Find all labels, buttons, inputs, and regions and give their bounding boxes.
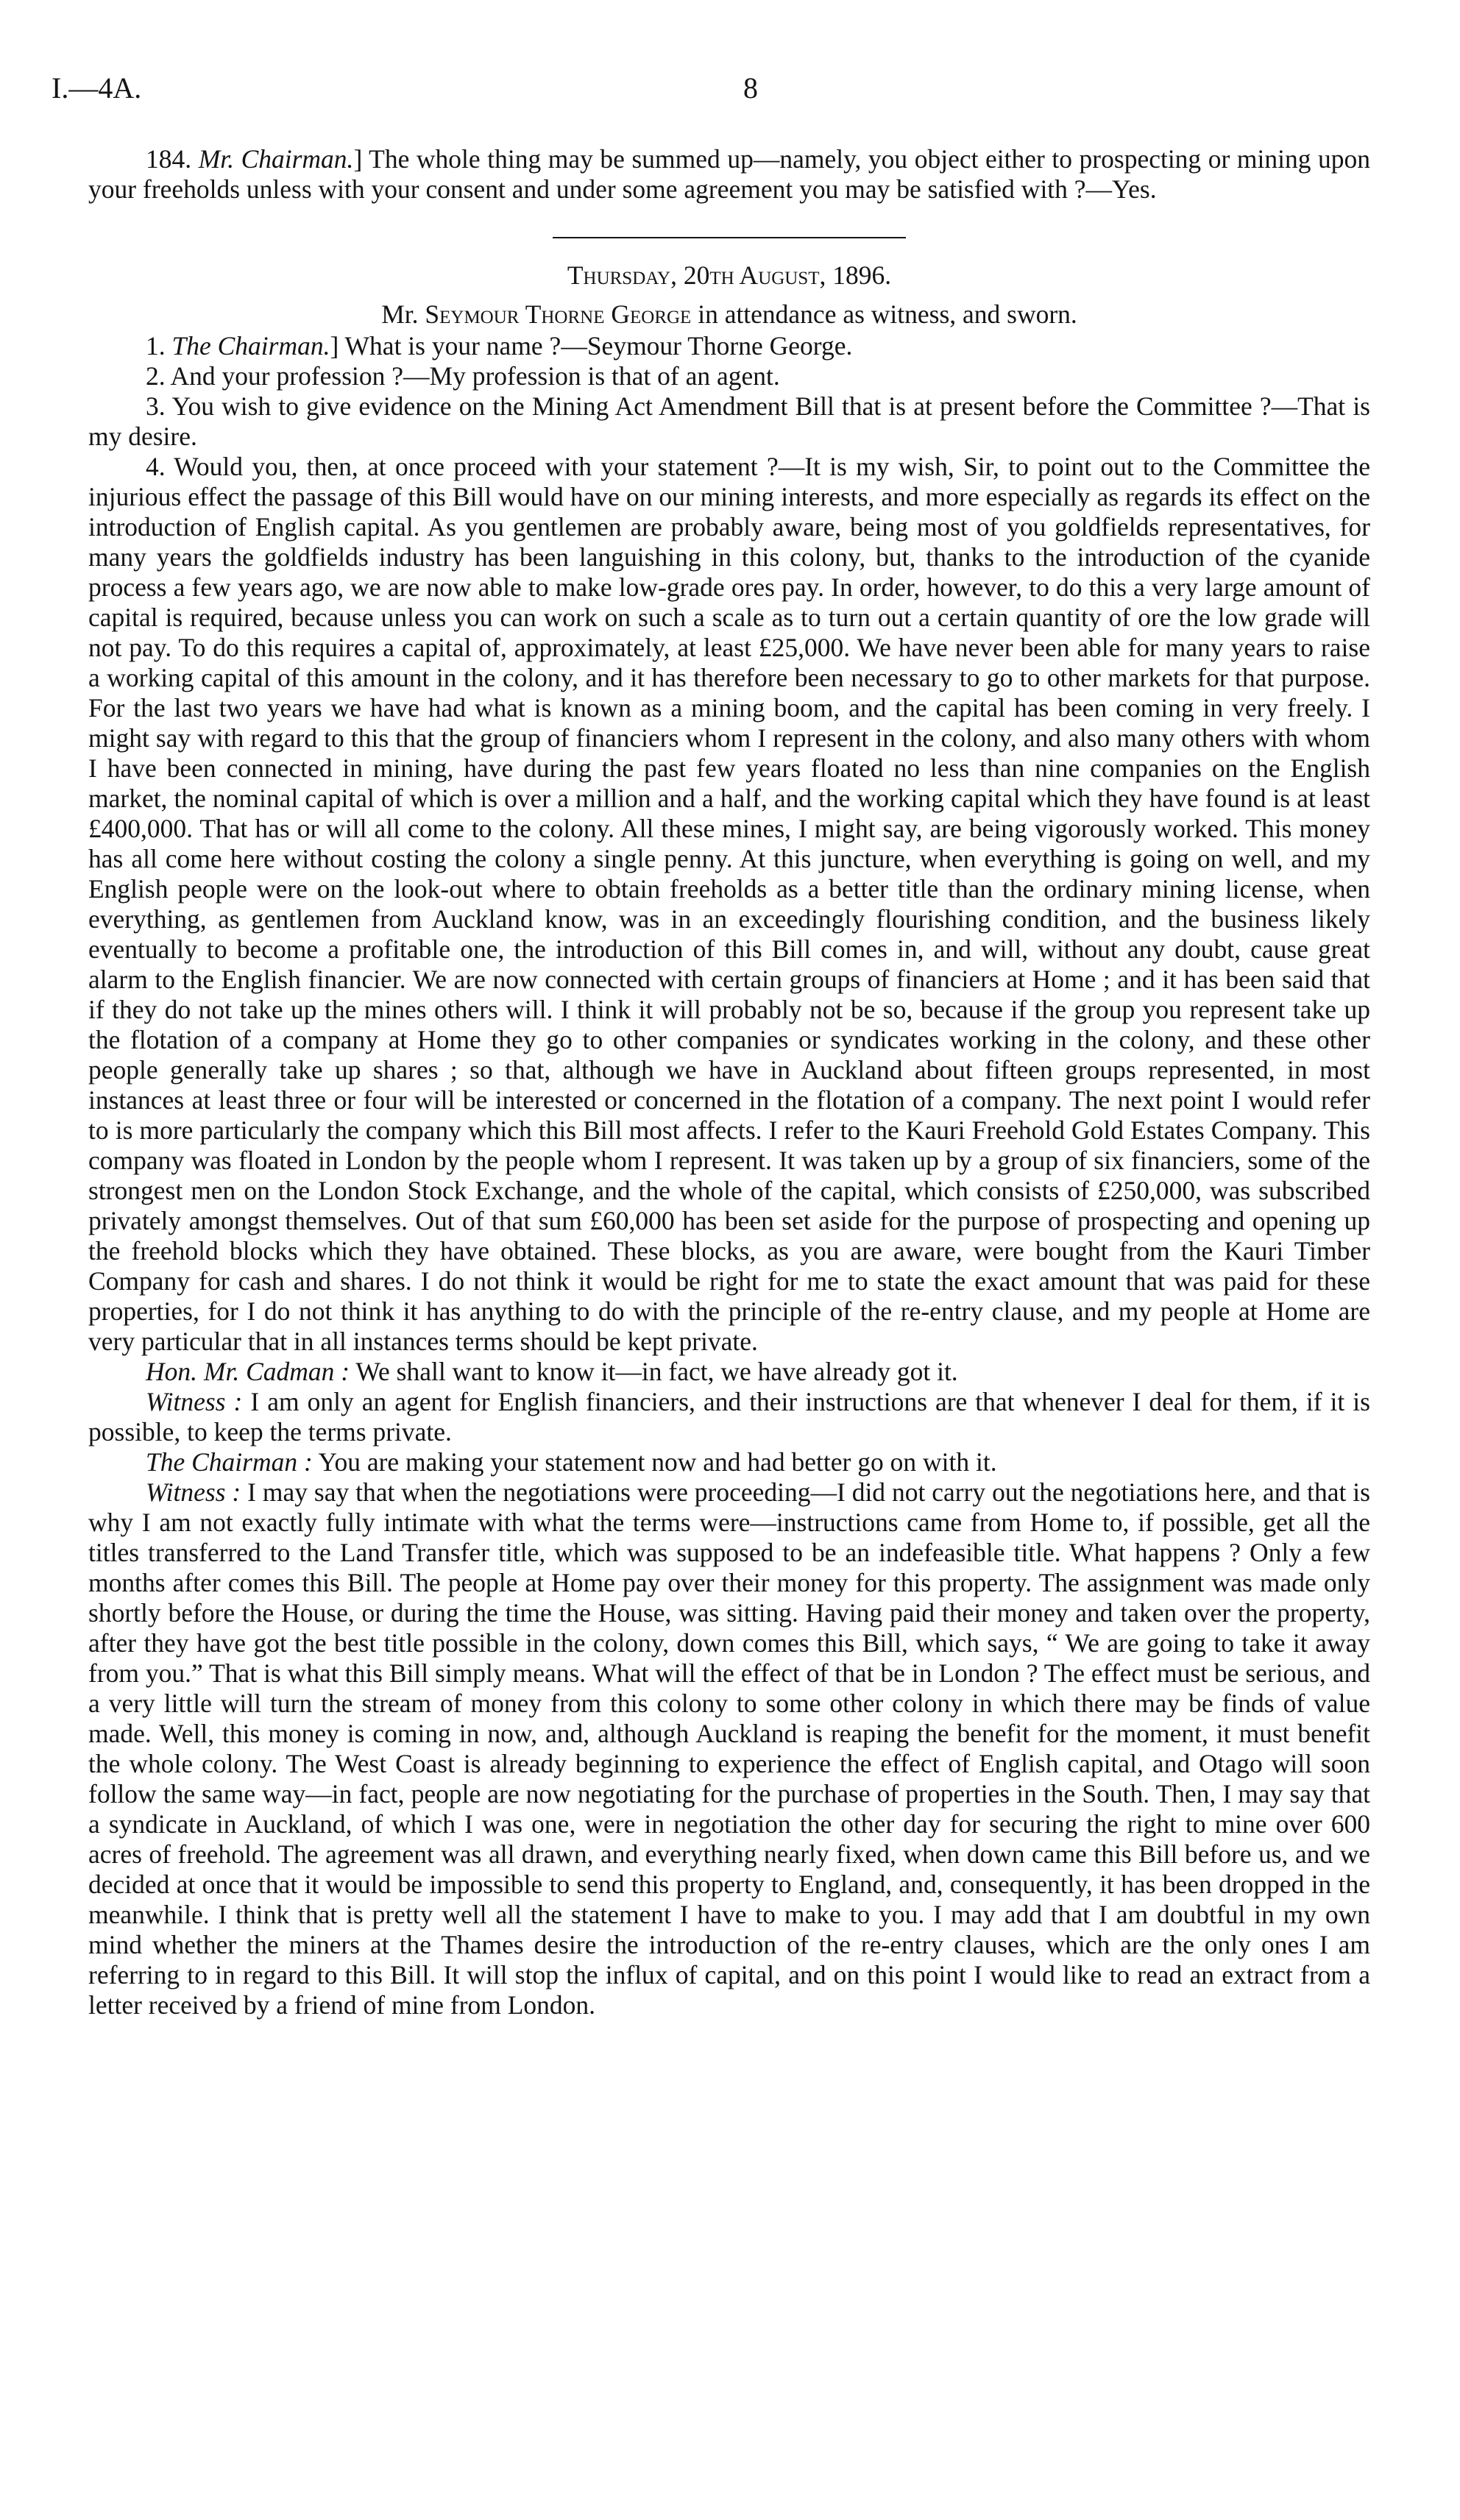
speaker-name: The Chairman. [171,331,330,361]
witness-reply-2 [88,1477,1370,2020]
remark-text: You are making your statement now and had better go on with it. [312,1447,997,1477]
witness-attendance [88,299,1370,330]
question-number: 184. [146,144,192,174]
speaker-name: The Chairman : [146,1447,313,1477]
page-header [52,71,1361,115]
speaker-name: Mr. Chairman. [198,144,354,174]
reply-text: I may say that when the negotiations were proceeding—I did not carry out the negotiations here, and that is why I am not exactly fully intimate with what the terms were—instructions came from Home to, if possible, get all the titles transferred to the Land Transfer title, which was supposed to be an indefeasible title. What happens ? Only a few months after comes this Bill. The people at Home pay over their money for this property. The assignment was made only shortly before the House, or during the time the House, was sitting. Having paid their money and taken over the property, after they have got the best title possible in the colony, down comes this Bill, which says, “ We are going to take it away from you.” That is what this Bill simply means. What will the effect of that be in London ? The effect must be serious, and a very little will turn the stream of money from this colony to some other colony in which there may be finds of value made. Well, this money is coming in now, and, although Auckland is reaping the benefit for the moment, it must benefit the whole colony. The West Coast is already beginning to experience the effect of English capital, and Otago will soon follow the same way—in fact, people are now negotiating for the purchase of properties in the South. Then, I may say that a syndicate in Auckland, of which I was one, were in negotiation the other day for securing the right to mine over 600 acres of freehold. The agreement was all drawn, and everything nearly fixed, when down came this Bill before us, and we decided at once that it would be impossible to send this property to England, and, consequently, it has been dropped in the meanwhile. I think that is pretty well all the statement I have to make to you. I may add that I am doubtful in my own mind whether the miners at the Thames desire the introduction of the re-entry clauses, which are the only ones I am referring to in regard to this Bill. It will stop the influx of capital, and on this point I would like to read an extract from a letter received by a friend of mine from London. [88,1477,1370,2020]
interjection-text: We shall want to know it—in fact, we have already got it. [350,1357,958,1386]
question-4: 4. Would you, then, at once proceed with your statement ?—It is my wish, Sir, to point out to the Committee the injurious effect the passage of this Bill would have on our mining interests, and more especially as regards its effect on the introduction of English capital. As you gentlemen are probably aware, being most of you goldfields representatives, for many years the goldfields industry has been languishing in this colony, but, thanks to the introduction of the cyanide process a few years ago, we are now able to make low-grade ores pay. In order, however, to do this a very large amount of capital is required, because unless you can work on such a scale as to turn out a certain quantity of ore the low grade will not pay. To do this requires a capital of, approximately, at least £25,000. We have never been able for many years to raise a working capital of this amount in the colony, and it has therefore been necessary to go to other markets for that purpose. For the last two years we have had what is known as a mining boom, and the capital has been coming in very freely. I might say with regard to this that the group of financiers whom I represent in the colony, and also many others with whom I have been connected in mining, have during the past few years floated no less than nine companies on the English market, the nominal capital of which is over a million and a half, and the working capital which they have found is at least £400,000. That has or will all come to the colony. All these mines, I might say, are being vigorously worked. This money has all come here without costing the colony a single penny. At this juncture, when everything is going on well, and my English people were on the look-out where to obtain freeholds as a better title than the ordinary mining license, when everything, as gentlemen from Auckland know, was in an exceedingly flourishing condition, and the business likely eventually to become a profitable one, the introduction of this Bill comes in, and will, without any doubt, cause great alarm to the English financier. We are now connected with certain groups of financiers at Home ; and it has been said that if they do not take up the mines others will. I think it will probably not be so, because if the group you represent take up the flotation of a company at Home they go to other companies or syndicates working in the colony, and these other people generally take up shares ; so that, although we have in Auckland about fifteen groups represented, in most instances at least three or four will be interested or concerned in the flotation of a company. The next point I would refer to is more particularly the company which this Bill most affects. I refer to the Kauri Freehold Gold Estates Company. This company was floated in London by the people whom I represent. It was taken up by a group of six financiers, some of the strongest men on the London Stock Exchange, and the whole of the capital, which consists of £250,000, was subscribed privately amongst themselves. Out of that sum £60,000 has been set aside for the purpose of prospecting and opening up the freehold blocks which they have obtained. These blocks, as you are aware, were bought from the Kauri Timber Company for cash and shares. I do not think it would be right for me to state the exact amount that was paid for these properties, for I do not think it has anything to do with the principle of the re-entry clause, and my people at Home are very particular that in all instances terms should be kept private. [88,452,1370,1356]
speaker-name: Witness : [146,1387,243,1416]
question-2: 2. And your profession ?—My profession is that of an agent. [146,361,780,391]
question-text: ] What is your name ?—Seymour Thorne George. [330,331,853,361]
interjection-cadman [88,1357,1370,1387]
question-number: 1. [146,331,166,361]
chairman-remark [88,1447,1370,1477]
speaker-name: Witness : [146,1477,241,1507]
section-divider [553,237,906,238]
reply-text: I am only an agent for English financiers, and their instructions are that whenever I deal for them, if it is possible, to keep the terms private. [88,1387,1370,1447]
attendance-suffix: in attendance as witness, and sworn. [698,299,1077,329]
document-body [88,144,1370,2020]
attendance-prefix: Mr. [381,299,419,329]
question-3: 3. You wish to give evidence on the Mining Act Amendment Bill that is at present before the Committee ?—That is my desire. [88,391,1370,451]
speaker-name: Hon. Mr. Cadman : [146,1357,350,1386]
question-1 [88,331,1370,361]
document-reference: I.—4A. [52,71,142,104]
page-number: 8 [743,71,758,104]
question-184 [88,144,1370,205]
witness-reply-1 [88,1387,1370,1447]
question-text: ] The whole thing may be summed up—namely, you object either to prospecting or mining upon your freeholds unless with your consent and under some agreement you may be satisfied with ?—Yes. [88,144,1370,204]
session-date: Thursday, 20th August, 1896. [567,260,892,290]
witness-name: Seymour Thorne George [425,299,692,329]
